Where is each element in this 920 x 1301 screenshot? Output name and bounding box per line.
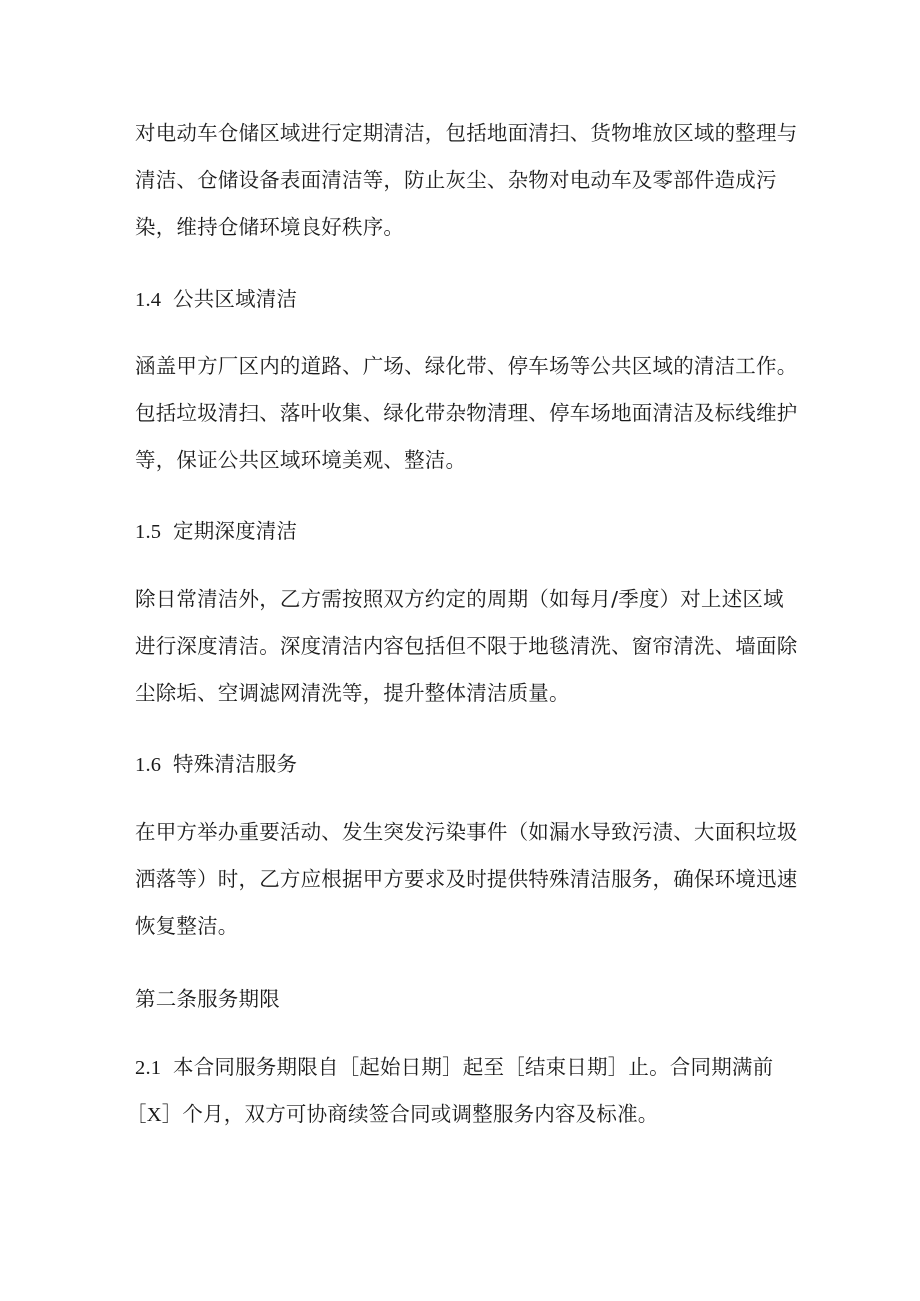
section-title: 公共区域清洁 (173, 287, 298, 311)
paragraph-line: 对电动车仓储区域进行定期清洁，包括地面清扫、货物堆放区域的整理与 (135, 121, 798, 145)
paragraph-line: 涵盖甲方厂区内的道路、广场、绿化带、停车场等公共区域的清洁工作。 (135, 354, 798, 378)
section-heading-1-4 (135, 285, 795, 314)
section-title: 定期深度清洁 (173, 519, 298, 543)
section-heading-1-5 (135, 517, 795, 546)
section-number: 1.4 (135, 289, 162, 311)
paragraph-line: 恢复整洁。 (135, 914, 239, 938)
placeholder-months: ［X］ (126, 1104, 183, 1126)
paragraph-line (126, 1100, 786, 1129)
paragraph-line: 除日常清洁外，乙方需按照双方约定的周期（如每月/季度）对上述区域 (135, 587, 784, 611)
clause-number: 2.1 (135, 1057, 162, 1079)
paragraph-line: 清洁、仓储设备表面清洁等，防止灰尘、杂物对电动车及零部件造成污 (135, 168, 777, 192)
section-title: 特殊清洁服务 (173, 752, 298, 776)
clause-2-1 (135, 1053, 795, 1082)
paragraph-line: 进行深度清洁。深度清洁内容包括但不限于地毯清洗、窗帘清洗、墙面除 (135, 634, 798, 658)
section-heading-1-6 (135, 750, 795, 779)
paragraph-line: 包括垃圾清扫、落叶收集、绿化带杂物清理、停车场地面清洁及标线维护 (135, 401, 798, 425)
section-number: 1.5 (135, 521, 162, 543)
clause-text: 个月，双方可协商续签合同或调整服务内容及标准。 (182, 1102, 659, 1126)
paragraph-line: 在甲方举办重要活动、发生突发污染事件（如漏水导致污渍、大面积垃圾 (135, 820, 798, 844)
clause-text: 本合同服务期限自［起始日期］起至［结束日期］止。合同期满前 (173, 1055, 774, 1079)
paragraph-line: 尘除垢、空调滤网清洗等，提升整体清洁质量。 (135, 681, 570, 705)
paragraph-line: 等，保证公共区域环境美观、整洁。 (135, 448, 467, 472)
section-number: 1.6 (135, 754, 162, 776)
paragraph-line: 染，维持仓储环境良好秩序。 (135, 215, 405, 239)
article-heading: 第二条服务期限 (135, 987, 280, 1011)
paragraph-line: 洒落等）时，乙方应根据甲方要求及时提供特殊清洁服务，确保环境迅速 (135, 867, 798, 891)
